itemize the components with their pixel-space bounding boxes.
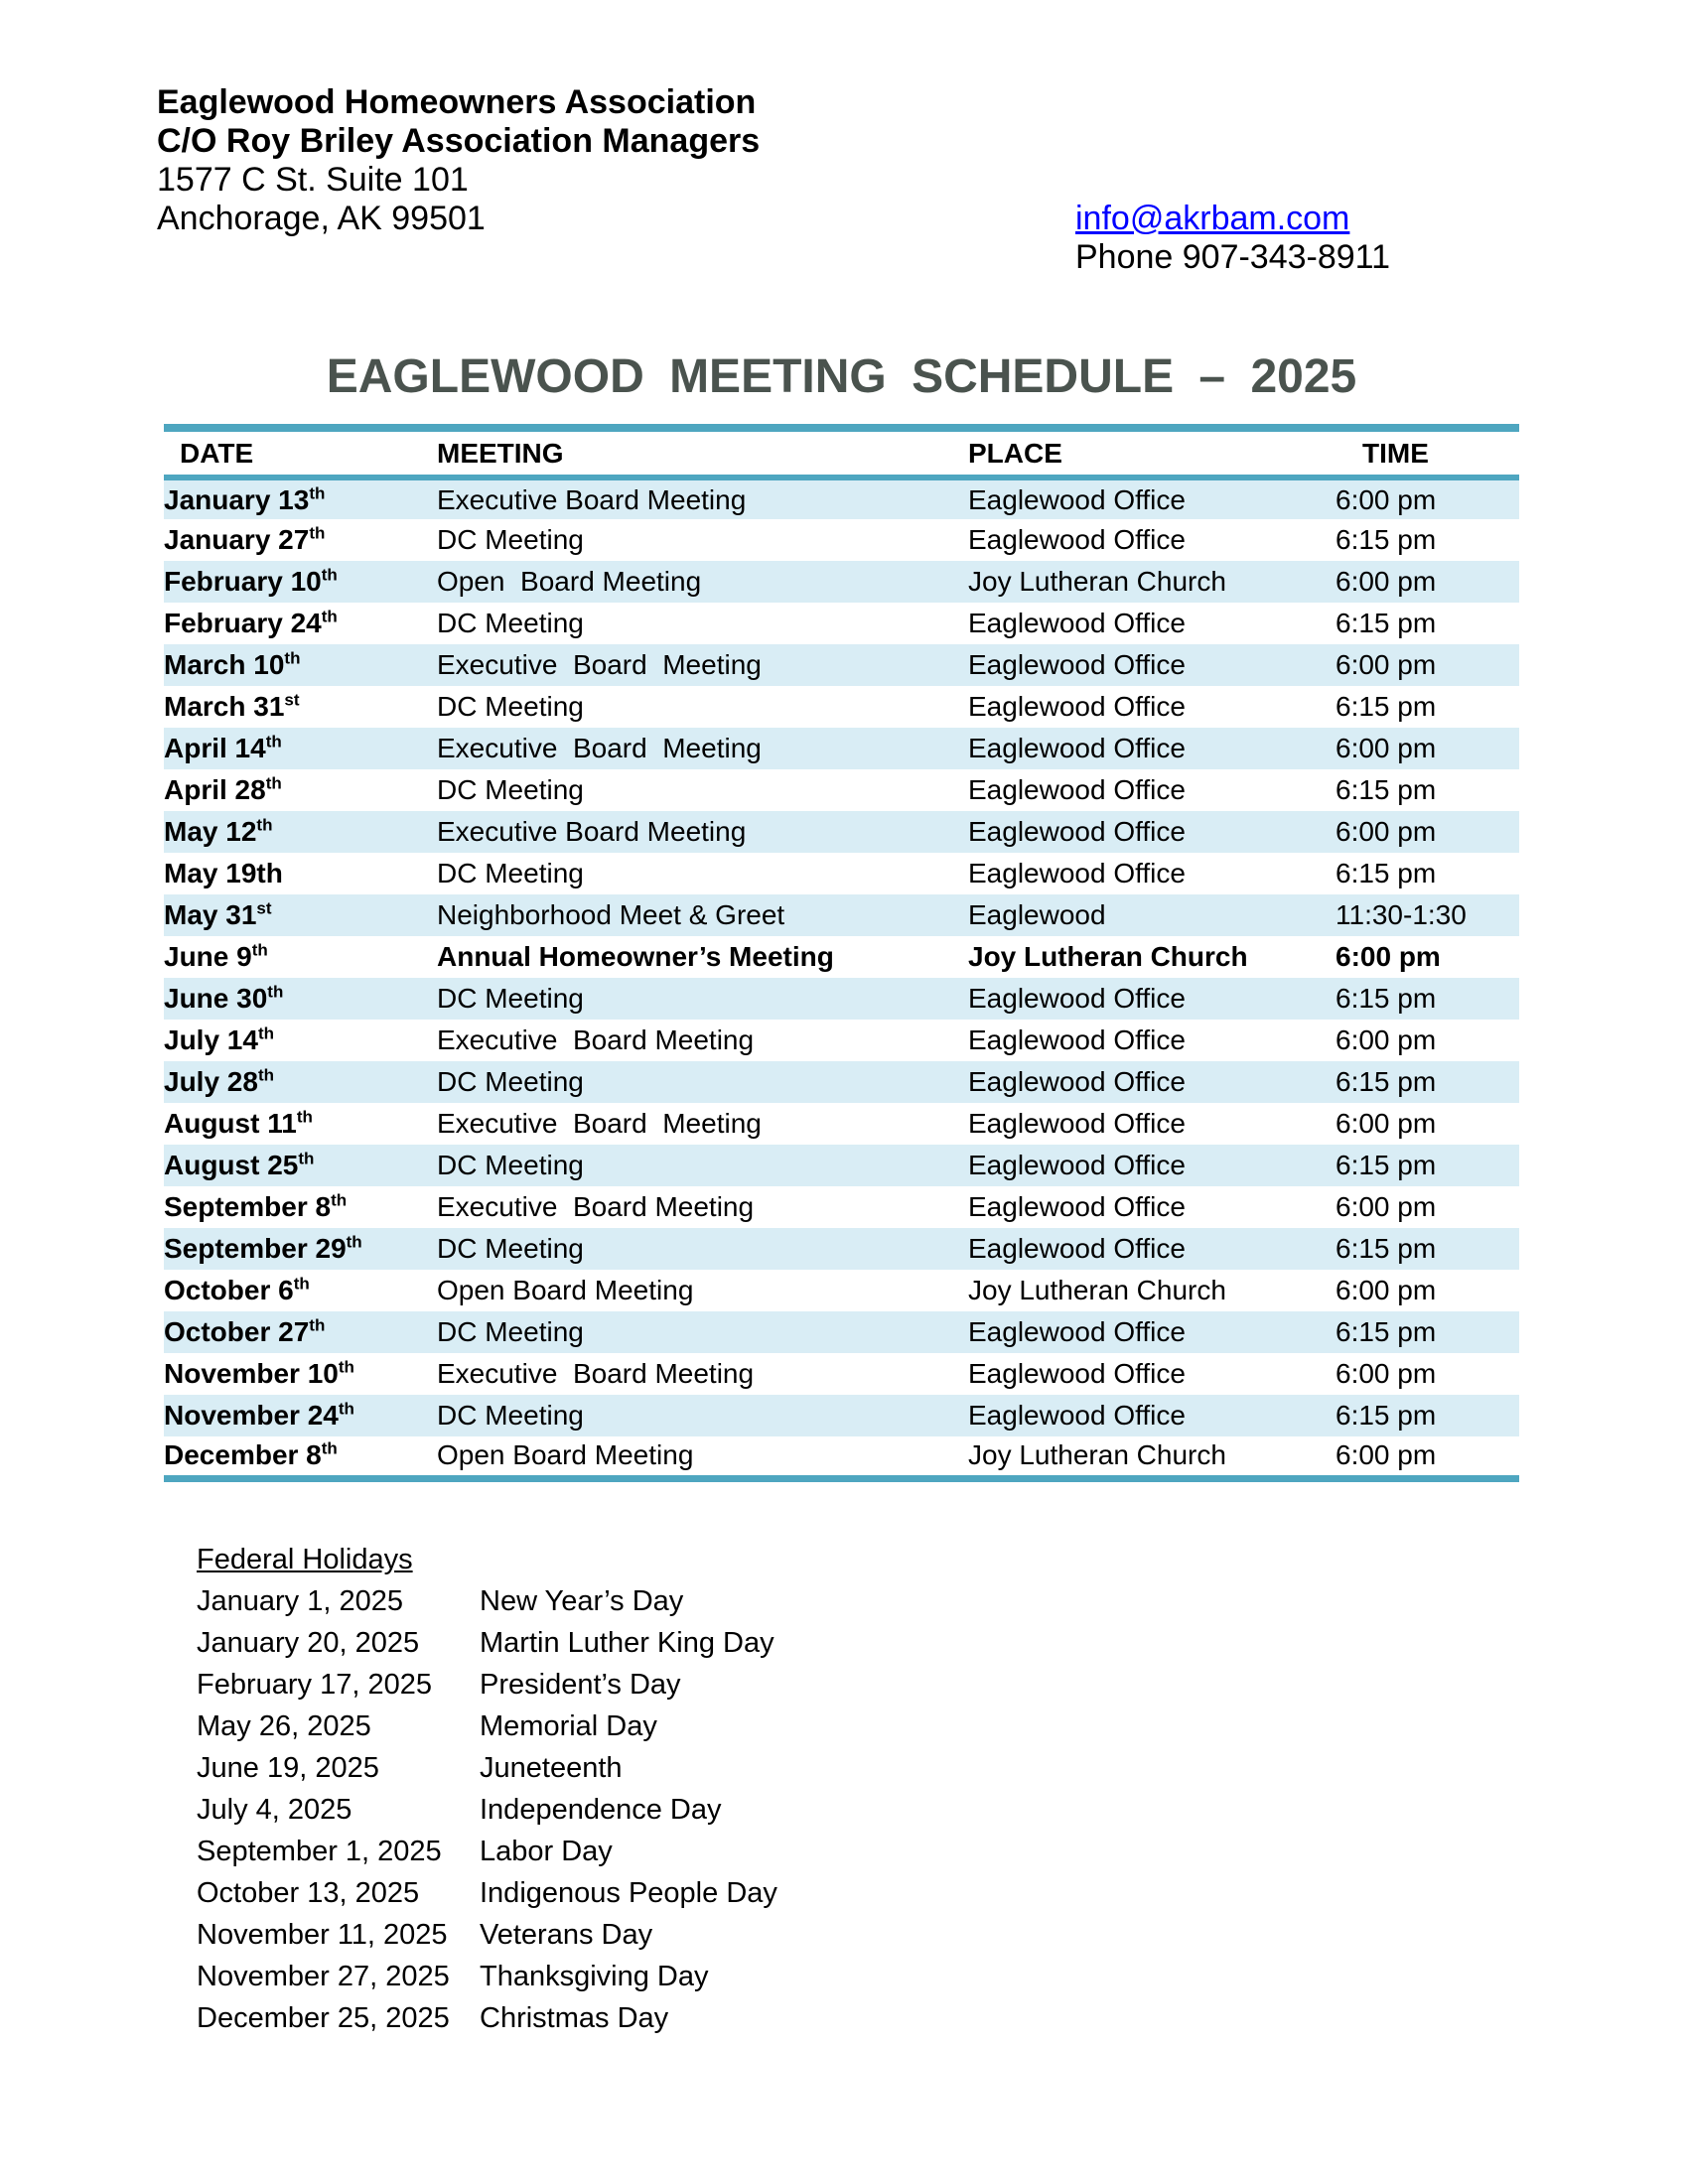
place-cell: Eaglewood Office	[968, 774, 1186, 805]
meeting-cell: DC Meeting	[437, 774, 584, 805]
date-cell: August 25th	[164, 1149, 315, 1180]
schedule-row	[164, 1145, 1519, 1186]
date-cell: April 28th	[164, 773, 282, 805]
schedule-row	[164, 978, 1519, 1020]
meeting-cell: DC Meeting	[437, 1233, 584, 1264]
date-cell: February 10th	[164, 565, 338, 597]
holiday-item	[197, 1622, 777, 1664]
place-cell: Eaglewood Office	[968, 858, 1186, 888]
schedule-row	[164, 894, 1519, 936]
time-cell: 6:00 pm	[1336, 733, 1437, 763]
schedule-table	[164, 424, 1519, 1482]
place-cell: Eaglewood Office	[968, 1316, 1186, 1347]
place-cell: Joy Lutheran Church	[968, 1275, 1226, 1305]
date-ordinal: th	[265, 773, 282, 793]
holiday-date: February 17, 2025	[197, 1668, 432, 1701]
holiday-name: Independence Day	[480, 1793, 722, 1826]
place-cell: Eaglewood Office	[968, 1358, 1186, 1389]
schedule-row	[164, 728, 1519, 769]
date-cell: September 8th	[164, 1190, 348, 1222]
date-ordinal: th	[321, 1438, 338, 1458]
holiday-name: Martin Luther King Day	[480, 1626, 774, 1659]
holidays-section	[197, 1539, 777, 2039]
meeting-cell: DC Meeting	[437, 858, 584, 888]
meeting-cell: DC Meeting	[437, 524, 584, 555]
place-cell: Eaglewood Office	[968, 1150, 1186, 1180]
holiday-name: Juneteenth	[480, 1751, 623, 1784]
time-cell: 6:15 pm	[1336, 1233, 1437, 1264]
date-ordinal: th	[321, 565, 338, 585]
schedule-row	[164, 1395, 1519, 1436]
meeting-cell: Executive Board Meeting	[437, 1191, 755, 1222]
date-ordinal: th	[257, 1065, 274, 1085]
meeting-cell: DC Meeting	[437, 983, 584, 1014]
time-cell: 6:15 pm	[1336, 774, 1437, 805]
holiday-date: January 1, 2025	[197, 1584, 403, 1617]
time-cell: 6:15 pm	[1336, 1150, 1437, 1180]
date-ordinal: th	[293, 1274, 310, 1294]
date-ordinal: th	[338, 1399, 354, 1419]
time-cell: 6:15 pm	[1336, 1316, 1437, 1347]
holiday-item	[197, 1956, 777, 1997]
date-cell: February 24th	[164, 607, 338, 638]
meeting-cell: DC Meeting	[437, 608, 584, 638]
date-ordinal: st	[284, 690, 300, 710]
meeting-cell: Executive Board Meeting	[437, 1024, 755, 1055]
time-cell: 6:00 pm	[1336, 1439, 1437, 1471]
holiday-name: Christmas Day	[480, 2001, 669, 2034]
place-cell: Eaglewood Office	[968, 1191, 1186, 1222]
date-ordinal: th	[338, 1357, 354, 1377]
schedule-row	[164, 519, 1519, 561]
date-ordinal: th	[309, 1315, 326, 1335]
place-cell: Eaglewood	[968, 899, 1106, 930]
schedule-header-row	[164, 428, 1519, 478]
schedule-row	[164, 603, 1519, 644]
org-name: Eaglewood Homeowners Association	[157, 83, 757, 121]
date-cell: June 9th	[164, 940, 268, 972]
date-ordinal: th	[298, 1149, 315, 1168]
time-cell: 6:15 pm	[1336, 1066, 1437, 1097]
time-cell: 6:00 pm	[1336, 1191, 1437, 1222]
column-header-meeting: MEETING	[437, 428, 968, 478]
time-cell: 6:00 pm	[1336, 816, 1437, 847]
meeting-cell: DC Meeting	[437, 1400, 584, 1431]
place-cell: Eaglewood Office	[968, 1066, 1186, 1097]
meeting-cell: Executive Board Meeting	[437, 816, 747, 847]
meeting-cell: DC Meeting	[437, 691, 584, 722]
meeting-cell: DC Meeting	[437, 1066, 584, 1097]
holiday-name: President’s Day	[480, 1668, 681, 1701]
place-cell: Eaglewood Office	[968, 1400, 1186, 1431]
time-cell: 6:00 pm	[1336, 1024, 1437, 1055]
meeting-cell: Executive Board Meeting	[437, 1358, 755, 1389]
schedule-row	[164, 1270, 1519, 1311]
meeting-cell: DC Meeting	[437, 1316, 584, 1347]
date-ordinal: th	[346, 1232, 362, 1252]
holiday-item	[197, 1706, 777, 1747]
holiday-item	[197, 1747, 777, 1789]
date-cell: July 28th	[164, 1065, 274, 1097]
schedule-row	[164, 478, 1519, 519]
schedule-row	[164, 1061, 1519, 1103]
date-cell: June 30th	[164, 982, 284, 1014]
holiday-date: September 1, 2025	[197, 1835, 442, 1867]
meeting-cell: Executive Board Meeting	[437, 649, 762, 680]
holiday-name: Thanksgiving Day	[480, 1960, 709, 1992]
schedule-row	[164, 1228, 1519, 1270]
holidays-heading: Federal Holidays	[197, 1544, 413, 1575]
schedule-row	[164, 1436, 1519, 1478]
place-cell: Eaglewood Office	[968, 524, 1186, 555]
column-header-place: PLACE	[968, 428, 1336, 478]
column-header-date: DATE	[164, 428, 437, 478]
meeting-cell: Annual Homeowner’s Meeting	[437, 941, 834, 972]
schedule-row	[164, 561, 1519, 603]
holiday-item	[197, 1831, 777, 1872]
date-ordinal: st	[256, 898, 272, 918]
meeting-cell: Neighborhood Meet & Greet	[437, 899, 785, 930]
date-ordinal: th	[251, 940, 268, 960]
schedule-row	[164, 853, 1519, 894]
date-ordinal: th	[284, 648, 301, 668]
date-cell: January 27th	[164, 523, 326, 555]
date-cell: May 19th	[164, 858, 283, 888]
date-cell: July 14th	[164, 1024, 274, 1055]
time-cell: 6:15 pm	[1336, 983, 1437, 1014]
time-cell: 6:15 pm	[1336, 524, 1437, 555]
holiday-name: Indigenous People Day	[480, 1876, 777, 1909]
meeting-cell: Open Board Meeting	[437, 566, 702, 597]
place-cell: Eaglewood Office	[968, 691, 1186, 722]
place-cell: Eaglewood Office	[968, 733, 1186, 763]
place-cell: Eaglewood Office	[968, 483, 1186, 515]
place-cell: Eaglewood Office	[968, 649, 1186, 680]
letterhead	[157, 83, 760, 238]
schedule-row	[164, 1311, 1519, 1353]
date-cell: December 8th	[164, 1438, 338, 1471]
phone-number: Phone 907-343-8911	[1075, 238, 1390, 276]
date-cell: January 13th	[164, 483, 326, 515]
page-title: EAGLEWOOD MEETING SCHEDULE – 2025	[326, 350, 1357, 403]
time-cell: 11:30-1:30	[1336, 899, 1467, 930]
time-cell: 6:15 pm	[1336, 608, 1437, 638]
date-cell: November 10th	[164, 1357, 354, 1389]
holiday-date: January 20, 2025	[197, 1626, 420, 1659]
contact-block	[1075, 200, 1390, 277]
place-cell: Joy Lutheran Church	[968, 566, 1226, 597]
date-cell: May 31st	[164, 898, 272, 930]
date-cell: March 31st	[164, 690, 300, 722]
time-cell: 6:00 pm	[1336, 941, 1441, 972]
date-cell: November 24th	[164, 1399, 354, 1431]
time-cell: 6:00 pm	[1336, 1108, 1437, 1139]
org-care-of: C/O Roy Briley Association Managers	[157, 122, 761, 160]
holiday-item	[197, 1914, 777, 1956]
holiday-item	[197, 1580, 777, 1622]
date-cell: August 11th	[164, 1107, 313, 1139]
place-cell: Joy Lutheran Church	[968, 941, 1248, 972]
place-cell: Eaglewood Office	[968, 1024, 1186, 1055]
meeting-cell: Open Board Meeting	[437, 1275, 694, 1305]
holiday-name: Memorial Day	[480, 1709, 657, 1742]
holiday-date: May 26, 2025	[197, 1709, 371, 1742]
place-cell: Eaglewood Office	[968, 816, 1186, 847]
date-ordinal: th	[267, 982, 284, 1002]
place-cell: Eaglewood Office	[968, 608, 1186, 638]
schedule-body	[164, 478, 1519, 1478]
holidays-list	[197, 1580, 777, 2039]
holiday-name: Veterans Day	[480, 1918, 653, 1951]
time-cell: 6:00 pm	[1336, 1358, 1437, 1389]
date-ordinal: th	[309, 523, 326, 543]
holiday-item	[197, 1997, 777, 2039]
schedule-row	[164, 644, 1519, 686]
address-street: 1577 C St. Suite 101	[157, 161, 469, 199]
schedule-row	[164, 1020, 1519, 1061]
schedule-row	[164, 811, 1519, 853]
time-cell: 6:00 pm	[1336, 566, 1437, 597]
time-cell: 6:00 pm	[1336, 1275, 1437, 1305]
date-cell: April 14th	[164, 732, 282, 763]
time-cell: 6:00 pm	[1336, 483, 1437, 515]
date-ordinal: th	[265, 732, 282, 751]
place-cell: Eaglewood Office	[968, 1233, 1186, 1264]
date-cell: March 10th	[164, 648, 301, 680]
time-cell: 6:15 pm	[1336, 1400, 1437, 1431]
meeting-cell: Open Board Meeting	[437, 1439, 694, 1471]
holiday-name: New Year’s Day	[480, 1584, 684, 1617]
date-ordinal: th	[309, 483, 326, 503]
place-cell: Eaglewood Office	[968, 1108, 1186, 1139]
schedule-row	[164, 686, 1519, 728]
column-header-time: TIME	[1336, 428, 1519, 478]
place-cell: Joy Lutheran Church	[968, 1439, 1226, 1471]
holiday-item	[197, 1789, 777, 1831]
schedule-row	[164, 1353, 1519, 1395]
holiday-date: October 13, 2025	[197, 1876, 420, 1909]
date-ordinal: th	[296, 1107, 313, 1127]
schedule-row	[164, 936, 1519, 978]
meeting-cell: Executive Board Meeting	[437, 483, 747, 515]
holiday-item	[197, 1872, 777, 1914]
holiday-date: July 4, 2025	[197, 1793, 352, 1826]
date-cell: September 29th	[164, 1232, 362, 1264]
date-ordinal: th	[331, 1190, 348, 1210]
date-ordinal: th	[257, 1024, 274, 1043]
date-cell: October 6th	[164, 1274, 310, 1305]
holiday-date: December 25, 2025	[197, 2001, 450, 2034]
holiday-date: June 19, 2025	[197, 1751, 379, 1784]
schedule-row	[164, 1103, 1519, 1145]
date-ordinal: th	[256, 815, 273, 835]
date-cell: October 27th	[164, 1315, 326, 1347]
time-cell: 6:00 pm	[1336, 649, 1437, 680]
schedule-row	[164, 1186, 1519, 1228]
meeting-cell: DC Meeting	[437, 1150, 584, 1180]
holiday-date: November 27, 2025	[197, 1960, 450, 1992]
date-cell: May 12th	[164, 815, 273, 847]
time-cell: 6:15 pm	[1336, 858, 1437, 888]
meeting-cell: Executive Board Meeting	[437, 1108, 762, 1139]
schedule-row	[164, 769, 1519, 811]
holiday-date: November 11, 2025	[197, 1918, 448, 1951]
meeting-cell: Executive Board Meeting	[437, 733, 762, 763]
email-link[interactable]: info@akrbam.com	[1075, 200, 1350, 237]
time-cell: 6:15 pm	[1336, 691, 1437, 722]
holiday-item	[197, 1664, 777, 1706]
holiday-name: Labor Day	[480, 1835, 613, 1867]
place-cell: Eaglewood Office	[968, 983, 1186, 1014]
address-city: Anchorage, AK 99501	[157, 200, 486, 237]
date-ordinal: th	[321, 607, 338, 626]
